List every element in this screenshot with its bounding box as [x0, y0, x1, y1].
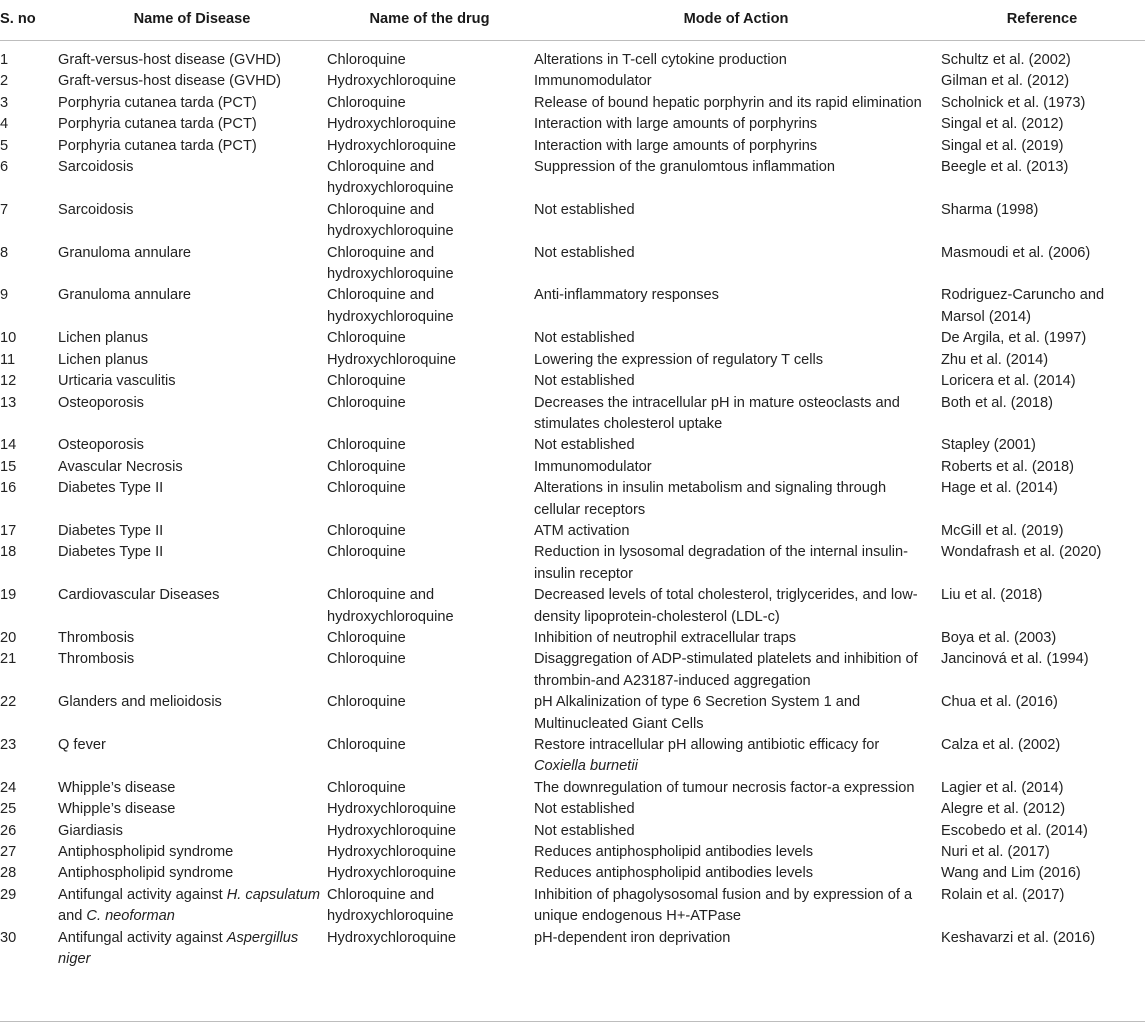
cell-action: Interaction with large amounts of porphyrins	[534, 137, 818, 154]
cell-drug: Chloroquine	[327, 629, 406, 646]
cell-action: Not established	[534, 373, 635, 390]
cell-sno: 27	[0, 844, 17, 861]
cell-drug: Chloroquine and hydroxychloroquine	[327, 287, 454, 325]
table-row	[0, 821, 1145, 842]
cell-reference: McGill et al. (2019)	[941, 522, 1064, 539]
cell-drug: Chloroquine	[327, 544, 406, 561]
cell-sno: 9	[0, 287, 9, 304]
cell-sno: 14	[0, 437, 17, 454]
cell-disease	[58, 928, 326, 971]
cell-drug: Hydroxychloroquine	[327, 137, 456, 154]
cell-reference: Calza et al. (2002)	[941, 737, 1061, 753]
cell-disease: Lichen planus	[58, 330, 149, 347]
cell-reference: Rodriguez-Caruncho and Marsol (2014)	[941, 287, 1105, 325]
cell-disease: Graft-versus-host disease (GVHD)	[58, 73, 282, 90]
cell-disease: Whipple’s disease	[58, 801, 176, 818]
cell-sno: 11	[0, 351, 16, 368]
cell-action: Not established	[534, 330, 635, 347]
cell-drug: Hydroxychloroquine	[327, 801, 456, 818]
table-row	[0, 778, 1145, 799]
header-disease: Name of Disease	[58, 0, 326, 41]
cell-reference: Masmoudi et al. (2006)	[941, 244, 1091, 261]
cell-drug: Chloroquine	[327, 779, 406, 796]
cell-reference: Lagier et al. (2014)	[941, 779, 1064, 796]
cell-drug: Chloroquine and hydroxychloroquine	[327, 201, 454, 240]
cell-drug: Chloroquine	[327, 480, 406, 497]
cell-sno: 30	[0, 929, 17, 946]
cell-reference: Boya et al. (2003)	[941, 629, 1057, 646]
disease-organism-1: Aspergillus niger	[58, 929, 299, 968]
table-row	[0, 71, 1145, 92]
table-row	[0, 435, 1145, 456]
cell-action: Not established	[534, 822, 635, 839]
cell-sno: 25	[0, 801, 17, 818]
cell-disease: Urticaria vasculitis	[58, 373, 176, 390]
cell-disease: Whipple’s disease	[58, 779, 176, 796]
cell-drug: Chloroquine	[327, 330, 406, 347]
cell-drug: Chloroquine	[327, 437, 406, 454]
cell-action: Inhibition of neutrophil extracellular traps	[534, 629, 797, 646]
cell-disease: Granuloma annulare	[58, 244, 192, 261]
cell-disease: Thrombosis	[58, 651, 135, 668]
table-row	[0, 93, 1145, 114]
table-row	[0, 393, 1145, 436]
table-row	[0, 371, 1145, 392]
cell-disease: Glanders and melioidosis	[58, 694, 222, 711]
cell-disease: Antiphospholipid syndrome	[58, 844, 234, 861]
cell-reference: Both et al. (2018)	[941, 394, 1053, 411]
table-row	[0, 863, 1145, 884]
cell-sno: 29	[0, 886, 17, 903]
cell-sno: 28	[0, 865, 17, 882]
table-row	[0, 478, 1145, 521]
table-row	[0, 885, 1145, 928]
table-row	[0, 735, 1145, 778]
cell-reference: Escobedo et al. (2014)	[941, 822, 1088, 839]
cell-drug: Chloroquine and hydroxychloroquine	[327, 159, 454, 197]
cell-reference: Singal et al. (2019)	[941, 137, 1064, 154]
table-body	[0, 41, 1145, 971]
cell-sno: 10	[0, 330, 17, 347]
cell-sno: 6	[0, 159, 9, 176]
table-row	[0, 649, 1145, 692]
cell-action: Not established	[534, 201, 635, 218]
cell-disease: Osteoporosis	[58, 394, 144, 411]
cell-disease: Avascular Necrosis	[58, 458, 183, 475]
disease-organism-2: C. neoforman	[86, 908, 175, 925]
table-row	[0, 928, 1145, 971]
table-row	[0, 842, 1145, 863]
cell-disease: Thrombosis	[58, 629, 135, 646]
cell-reference: Wang and Lim (2016)	[941, 865, 1081, 882]
cell-disease: Granuloma annulare	[58, 287, 192, 304]
table-row	[0, 41, 1145, 72]
cell-reference: Wondafrash et al. (2020)	[941, 544, 1102, 561]
table-bottom-rule	[0, 1021, 1145, 1022]
table-row	[0, 114, 1145, 135]
cell-action: Suppression of the granulomtous inflammation	[534, 159, 835, 176]
cell-action: Decreased levels of total cholesterol, triglycerides, and low-density lipoprotein-cholesterol (LDL-c)	[534, 587, 918, 625]
cell-drug: Hydroxychloroquine	[327, 844, 456, 861]
table-row	[0, 157, 1145, 200]
cell-action: ATM activation	[534, 522, 630, 539]
cell-drug: Hydroxychloroquine	[327, 865, 456, 882]
cell-reference: Stapley (2001)	[941, 437, 1036, 454]
cell-reference: Schultz et al. (2002)	[941, 52, 1071, 68]
cell-action: Reduces antiphospholipid antibodies levels	[534, 844, 814, 861]
cell-disease: Giardiasis	[58, 822, 123, 839]
action-organism: Coxiella burnetii	[534, 758, 638, 775]
cell-drug: Chloroquine	[327, 737, 406, 753]
cell-reference: Liu et al. (2018)	[941, 587, 1043, 604]
cell-reference: Beegle et al. (2013)	[941, 159, 1069, 176]
cell-drug: Chloroquine and hydroxychloroquine	[327, 587, 454, 625]
cell-action	[533, 735, 939, 778]
cell-sno: 18	[0, 544, 17, 561]
table-row	[0, 200, 1145, 243]
cell-sno: 5	[0, 137, 9, 154]
cell-drug: Chloroquine	[327, 694, 406, 711]
cell-action: Reduces antiphospholipid antibodies levels	[534, 865, 814, 882]
disease-prefix: Antifungal activity against	[58, 929, 223, 946]
cell-sno: 20	[0, 629, 17, 646]
table-row	[0, 457, 1145, 478]
cell-sno: 21	[0, 651, 17, 668]
table-row	[0, 521, 1145, 542]
table-row	[0, 542, 1145, 585]
cell-disease: Antiphospholipid syndrome	[58, 865, 234, 882]
cell-drug: Chloroquine and hydroxychloroquine	[327, 244, 454, 283]
cell-reference: De Argila, et al. (1997)	[941, 330, 1087, 347]
cell-disease: Porphyria cutanea tarda (PCT)	[58, 116, 257, 133]
cell-sno: 8	[0, 244, 9, 261]
cell-drug: Chloroquine	[327, 94, 406, 111]
table-row	[0, 350, 1145, 371]
cell-action: Not established	[534, 437, 635, 454]
cell-action: Inhibition of phagolysosomal fusion and by expression of a unique endogenous H+-ATPase	[534, 886, 913, 925]
cell-action: Immunomodulator	[534, 73, 652, 90]
cell-sno: 12	[0, 373, 17, 390]
cell-sno: 23	[0, 737, 17, 753]
cell-drug: Chloroquine	[327, 394, 406, 411]
cell-sno: 7	[0, 201, 9, 218]
cell-disease: Diabetes Type II	[58, 544, 164, 561]
cell-sno: 15	[0, 458, 17, 475]
cell-drug: Hydroxychloroquine	[327, 116, 456, 133]
cell-sno: 16	[0, 480, 17, 497]
cell-disease: Osteoporosis	[58, 437, 144, 454]
cell-action: Not established	[534, 801, 635, 818]
table-row	[0, 692, 1145, 735]
cell-sno: 4	[0, 116, 9, 133]
table-header	[0, 0, 1145, 41]
cell-reference: Zhu et al. (2014)	[941, 351, 1049, 368]
cell-action: Alterations in insulin metabolism and signaling through cellular receptors	[534, 480, 887, 518]
header-action: Mode of Action	[533, 0, 939, 41]
cell-disease: Diabetes Type II	[58, 480, 164, 497]
cell-action: Reduction in lysosomal degradation of the internal insulin-insulin receptor	[534, 544, 908, 582]
cell-disease: Diabetes Type II	[58, 522, 164, 539]
cell-reference: Keshavarzi et al. (2016)	[941, 929, 1096, 946]
header-drug: Name of the drug	[326, 0, 533, 41]
header-reference: Reference	[939, 0, 1145, 41]
cell-drug: Hydroxychloroquine	[327, 73, 456, 90]
cell-disease: Porphyria cutanea tarda (PCT)	[58, 137, 257, 154]
cell-drug: Chloroquine	[327, 522, 406, 539]
cell-reference: Scholnick et al. (1973)	[941, 94, 1086, 111]
cell-reference: Nuri et al. (2017)	[941, 844, 1050, 861]
cell-reference: Loricera et al. (2014)	[941, 373, 1076, 390]
table-row	[0, 285, 1145, 328]
cell-reference: Roberts et al. (2018)	[941, 458, 1075, 475]
table-row	[0, 799, 1145, 820]
cell-sno: 22	[0, 694, 17, 711]
cell-action: Decreases the intracellular pH in mature osteoclasts and stimulates cholesterol uptake	[534, 394, 900, 432]
cell-disease	[58, 885, 326, 928]
cell-drug: Chloroquine	[327, 651, 406, 668]
cell-sno: 26	[0, 822, 17, 839]
cell-disease: Porphyria cutanea tarda (PCT)	[58, 94, 257, 111]
disease-conjunction: and	[58, 908, 83, 925]
cell-disease: Sarcoidosis	[58, 201, 134, 218]
cell-reference: Hage et al. (2014)	[941, 480, 1058, 497]
cell-disease: Lichen planus	[58, 351, 149, 368]
cell-action: The downregulation of tumour necrosis factor-a expression	[534, 779, 915, 796]
cell-action: Anti-inflammatory responses	[534, 287, 719, 304]
cell-reference: Jancinová et al. (1994)	[941, 651, 1089, 668]
cell-drug: Chloroquine	[327, 458, 406, 475]
cell-drug: Hydroxychloroquine	[327, 929, 456, 946]
cell-action: Immunomodulator	[534, 458, 652, 475]
cell-reference: Alegre et al. (2012)	[941, 801, 1066, 818]
cell-reference: Sharma (1998)	[941, 201, 1039, 218]
cell-disease: Cardiovascular Diseases	[58, 587, 220, 604]
cell-sno: 2	[0, 73, 9, 90]
cell-sno: 17	[0, 522, 17, 539]
cell-drug: Chloroquine	[327, 373, 406, 390]
table-row	[0, 585, 1145, 628]
cell-action: Lowering the expression of regulatory T cells	[534, 351, 824, 368]
cell-action: pH Alkalinization of type 6 Secretion System 1 and Multinucleated Giant Cells	[534, 694, 861, 732]
table-row	[0, 328, 1145, 349]
table-row	[0, 136, 1145, 157]
header-row	[0, 0, 1145, 41]
table-row	[0, 628, 1145, 649]
cell-disease: Q fever	[58, 737, 106, 753]
cell-reference: Singal et al. (2012)	[941, 116, 1064, 133]
cell-action: Release of bound hepatic porphyrin and its rapid elimination	[534, 94, 922, 111]
disease-prefix: Antifungal activity against	[58, 886, 223, 903]
cell-drug: Hydroxychloroquine	[327, 351, 456, 368]
cell-drug: Hydroxychloroquine	[327, 822, 456, 839]
cell-action: Not established	[534, 244, 635, 261]
cell-disease: Graft-versus-host disease (GVHD)	[58, 52, 282, 68]
cell-sno: 1	[0, 52, 9, 68]
cell-reference: Gilman et al. (2012)	[941, 73, 1070, 90]
cell-action: pH-dependent iron deprivation	[534, 929, 731, 946]
cell-reference: Rolain et al. (2017)	[941, 886, 1065, 903]
header-sno: S. no	[0, 0, 58, 41]
cell-sno: 24	[0, 779, 17, 796]
cell-drug: Chloroquine and hydroxychloroquine	[327, 886, 454, 925]
action-text: Restore intracellular pH allowing antibiotic efficacy for	[534, 737, 880, 753]
cell-action: Alterations in T-cell cytokine production	[534, 52, 787, 68]
cell-action: Disaggregation of ADP-stimulated platelets and inhibition of thrombin-and A23187-induced aggregation	[534, 651, 918, 689]
cell-sno: 19	[0, 587, 17, 604]
cell-sno: 3	[0, 94, 9, 111]
cell-drug: Chloroquine	[327, 52, 406, 68]
cell-disease: Sarcoidosis	[58, 159, 134, 176]
cell-action: Interaction with large amounts of porphyrins	[534, 116, 818, 133]
cell-sno: 13	[0, 394, 17, 411]
table-row	[0, 243, 1145, 286]
cell-reference: Chua et al. (2016)	[941, 694, 1058, 711]
disease-organism-1: H. capsulatum	[226, 886, 321, 903]
